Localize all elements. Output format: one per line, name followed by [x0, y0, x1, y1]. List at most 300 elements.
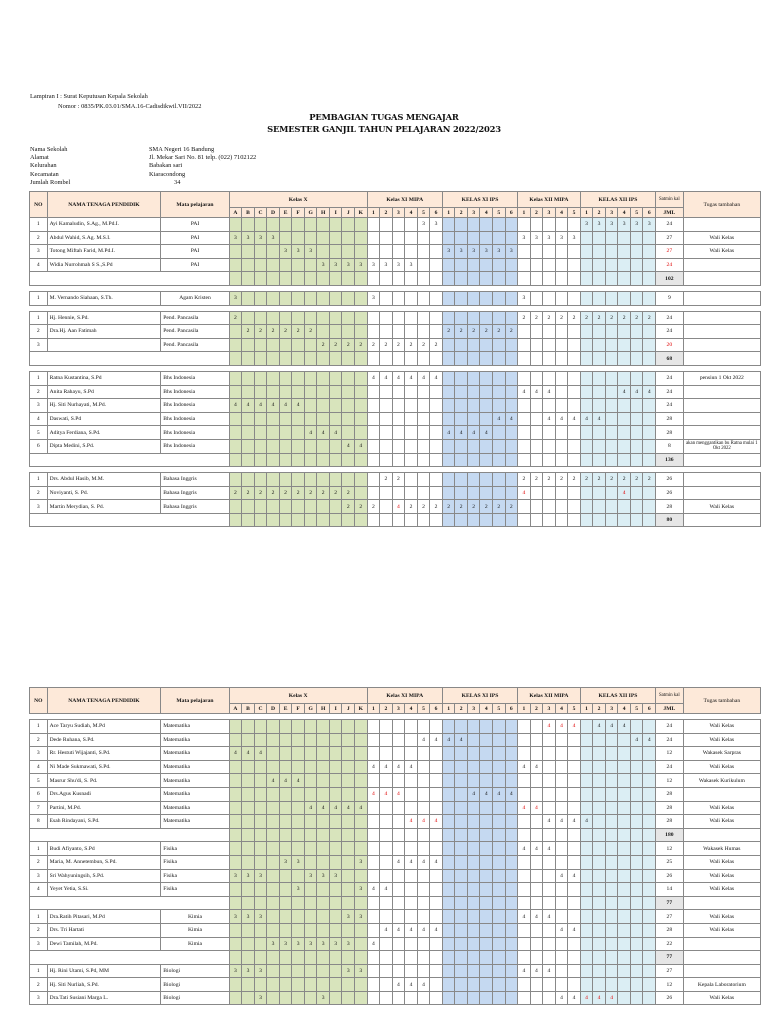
- hours-cell: [417, 473, 430, 487]
- hours-cell: [568, 325, 581, 339]
- hours-cell: [279, 439, 292, 453]
- blank-cell: [392, 513, 405, 527]
- hours-cell: 4: [392, 760, 405, 774]
- hours-cell: [605, 747, 618, 761]
- hours-cell: 2: [417, 338, 430, 352]
- hours-cell: [630, 883, 643, 897]
- teacher-name: M. Vernando Siahaan, S.Th.: [47, 291, 161, 305]
- subtotal-jml: 102: [656, 272, 684, 286]
- hours-cell: [417, 385, 430, 399]
- jml-cell: 28: [656, 500, 684, 514]
- hours-cell: [229, 473, 242, 487]
- hours-cell: [392, 883, 405, 897]
- hours-cell: [430, 991, 443, 1005]
- blank-cell: [630, 453, 643, 467]
- row-no: 2: [30, 978, 48, 992]
- hours-cell: [229, 720, 242, 734]
- hours-cell: [530, 338, 543, 352]
- hours-cell: [229, 426, 242, 440]
- hours-cell: [518, 371, 531, 385]
- hours-cell: [254, 473, 267, 487]
- hours-cell: 3: [329, 258, 342, 272]
- hours-cell: [442, 787, 455, 801]
- teacher-name: Yeyet Yetia, S.Si.: [47, 883, 161, 897]
- blank-cell: [317, 951, 330, 965]
- hours-cell: [304, 385, 317, 399]
- blank-cell: [593, 352, 606, 366]
- hours-cell: [543, 399, 556, 413]
- hours-cell: [292, 311, 305, 325]
- hours-cell: [242, 787, 255, 801]
- hours-cell: [555, 978, 568, 992]
- hours-cell: [530, 412, 543, 426]
- hours-cell: 4: [568, 869, 581, 883]
- hours-cell: [430, 747, 443, 761]
- teacher-row: [30, 258, 761, 272]
- hours-cell: [480, 923, 493, 937]
- hours-cell: 4: [530, 910, 543, 924]
- hours-cell: [543, 747, 556, 761]
- subject: Matematika: [161, 774, 229, 788]
- hours-cell: 4: [543, 964, 556, 978]
- hours-cell: [618, 760, 631, 774]
- hours-cell: [605, 842, 618, 856]
- hours-cell: [229, 733, 242, 747]
- hours-cell: [618, 869, 631, 883]
- hours-cell: [630, 439, 643, 453]
- hours-cell: 3: [292, 855, 305, 869]
- hours-cell: [254, 258, 267, 272]
- col-sub: H: [317, 704, 330, 714]
- hours-cell: [518, 978, 531, 992]
- hours-cell: [242, 937, 255, 951]
- blank-cell: [417, 453, 430, 467]
- hours-cell: [442, 869, 455, 883]
- col-sub: 6: [430, 208, 443, 218]
- hours-cell: [618, 787, 631, 801]
- hours-cell: [242, 500, 255, 514]
- hours-cell: 4: [367, 937, 380, 951]
- hours-cell: [229, 439, 242, 453]
- hours-cell: 3: [493, 245, 506, 259]
- blank-cell: [467, 453, 480, 467]
- teacher-name: Masrur Shu'di, S. Pd.: [47, 774, 161, 788]
- row-no: 1: [30, 371, 48, 385]
- hours-cell: [605, 412, 618, 426]
- hours-cell: [342, 371, 355, 385]
- blank-cell: [405, 453, 418, 467]
- hours-cell: 2: [455, 325, 468, 339]
- hours-cell: [405, 291, 418, 305]
- blank-cell: [242, 896, 255, 910]
- hours-cell: [405, 937, 418, 951]
- teacher-row: [30, 426, 761, 440]
- hours-cell: [467, 842, 480, 856]
- hours-cell: [342, 883, 355, 897]
- hours-cell: [405, 733, 418, 747]
- hours-cell: 2: [493, 500, 506, 514]
- blank-cell: [405, 513, 418, 527]
- blank-cell: [242, 453, 255, 467]
- hours-cell: [292, 910, 305, 924]
- hours-cell: [480, 486, 493, 500]
- tugas-cell: [683, 311, 760, 325]
- hours-cell: [493, 774, 506, 788]
- hours-cell: 4: [518, 842, 531, 856]
- hours-cell: [630, 231, 643, 245]
- hours-cell: [580, 500, 593, 514]
- hours-cell: [543, 774, 556, 788]
- hours-cell: [605, 338, 618, 352]
- blank-cell: [467, 272, 480, 286]
- hours-cell: [555, 371, 568, 385]
- hours-cell: 2: [518, 311, 531, 325]
- hours-cell: [618, 842, 631, 856]
- hours-cell: 2: [329, 486, 342, 500]
- hours-cell: 3: [618, 218, 631, 232]
- blank-cell: [605, 453, 618, 467]
- col-sub: 3: [467, 704, 480, 714]
- hours-cell: [593, 910, 606, 924]
- hours-cell: [292, 371, 305, 385]
- hours-cell: [367, 991, 380, 1005]
- col-sub: A: [229, 208, 242, 218]
- hours-cell: [279, 338, 292, 352]
- hours-cell: [530, 883, 543, 897]
- hours-cell: [267, 801, 280, 815]
- subject: Matematika: [161, 720, 229, 734]
- hours-cell: [279, 231, 292, 245]
- hours-cell: 2: [530, 311, 543, 325]
- hours-cell: [367, 311, 380, 325]
- hours-cell: [329, 964, 342, 978]
- hours-cell: [380, 869, 393, 883]
- hours-cell: [518, 338, 531, 352]
- hours-cell: 4: [405, 978, 418, 992]
- subtotal-row: [30, 828, 761, 842]
- hours-cell: [593, 855, 606, 869]
- blank-cell: [480, 352, 493, 366]
- hours-cell: 3: [292, 245, 305, 259]
- hours-cell: [505, 311, 518, 325]
- hours-cell: [380, 978, 393, 992]
- hours-cell: [279, 720, 292, 734]
- blank-cell: [267, 272, 280, 286]
- hours-cell: [229, 842, 242, 856]
- hours-cell: [568, 399, 581, 413]
- hours-cell: [593, 923, 606, 937]
- jml-cell: 24: [656, 371, 684, 385]
- blank-cell: [530, 513, 543, 527]
- hours-cell: 2: [229, 311, 242, 325]
- blank-cell: [367, 951, 380, 965]
- hours-cell: [242, 842, 255, 856]
- hours-cell: [342, 231, 355, 245]
- hours-cell: [543, 923, 556, 937]
- hours-cell: [317, 385, 330, 399]
- blank-cell: [568, 352, 581, 366]
- hours-cell: [568, 747, 581, 761]
- hours-cell: [442, 486, 455, 500]
- hours-cell: 4: [643, 733, 656, 747]
- hours-cell: 4: [530, 964, 543, 978]
- hours-cell: 3: [505, 245, 518, 259]
- col-sub: 2: [380, 704, 393, 714]
- hours-cell: 2: [480, 500, 493, 514]
- teacher-name: Esah Rindayani, S.Pd.: [47, 815, 161, 829]
- hours-cell: [493, 338, 506, 352]
- hours-cell: [292, 733, 305, 747]
- hours-cell: [618, 774, 631, 788]
- blank-cell: [392, 352, 405, 366]
- hours-cell: 3: [229, 910, 242, 924]
- row-no: 1: [30, 311, 48, 325]
- hours-cell: [430, 231, 443, 245]
- hours-cell: 3: [317, 258, 330, 272]
- col-sub: 1: [442, 704, 455, 714]
- blank-cell: [304, 352, 317, 366]
- hours-cell: 4: [380, 787, 393, 801]
- hours-cell: [304, 311, 317, 325]
- hours-cell: [543, 937, 556, 951]
- hours-cell: [643, 760, 656, 774]
- hours-cell: [267, 978, 280, 992]
- hours-cell: [467, 815, 480, 829]
- hours-cell: [392, 801, 405, 815]
- hours-cell: 4: [392, 787, 405, 801]
- jml-cell: 27: [656, 910, 684, 924]
- hours-cell: [242, 733, 255, 747]
- teacher-name: Martin Merydian, S. Pd.: [47, 500, 161, 514]
- hours-cell: 3: [279, 855, 292, 869]
- hours-cell: 3: [430, 218, 443, 232]
- info-key: Kelurahan: [30, 162, 57, 170]
- hours-cell: [543, 371, 556, 385]
- hours-cell: [367, 231, 380, 245]
- jml-cell: 24: [656, 218, 684, 232]
- hours-cell: [467, 473, 480, 487]
- hours-cell: [417, 991, 430, 1005]
- info-value: Babakan sari: [149, 162, 183, 170]
- hours-cell: [355, 426, 368, 440]
- hours-cell: [530, 258, 543, 272]
- jml-cell: 26: [656, 991, 684, 1005]
- hours-cell: 3: [405, 258, 418, 272]
- hours-cell: [630, 910, 643, 924]
- blank-cell: [643, 951, 656, 965]
- blank-cell: [493, 828, 506, 842]
- hours-cell: [430, 385, 443, 399]
- hours-cell: [304, 964, 317, 978]
- hours-cell: [467, 774, 480, 788]
- row-no: 1: [30, 842, 48, 856]
- row-no: 2: [30, 733, 48, 747]
- hours-cell: 4: [355, 801, 368, 815]
- teacher-row: [30, 869, 761, 883]
- hours-cell: [417, 787, 430, 801]
- col-sub: 2: [530, 704, 543, 714]
- hours-cell: [618, 733, 631, 747]
- teacher-name: Drs.Agus Kusnadi: [47, 787, 161, 801]
- hours-cell: [430, 311, 443, 325]
- hours-cell: [430, 258, 443, 272]
- hours-cell: [467, 720, 480, 734]
- hours-cell: [505, 869, 518, 883]
- hours-cell: 4: [430, 815, 443, 829]
- hours-cell: 3: [242, 910, 255, 924]
- hours-cell: [605, 910, 618, 924]
- tugas-cell: [683, 258, 760, 272]
- hours-cell: [493, 842, 506, 856]
- hours-cell: 3: [229, 291, 242, 305]
- hours-cell: 4: [630, 733, 643, 747]
- hours-cell: [493, 231, 506, 245]
- hours-cell: [493, 486, 506, 500]
- hours-cell: [530, 733, 543, 747]
- blank-cell: [355, 951, 368, 965]
- col-mapel: Mata pelajaran: [161, 192, 229, 218]
- hours-cell: [304, 747, 317, 761]
- hours-cell: [367, 439, 380, 453]
- hours-cell: [242, 720, 255, 734]
- hours-cell: [480, 991, 493, 1005]
- hours-cell: [405, 910, 418, 924]
- hours-cell: [417, 801, 430, 815]
- row-no: 4: [30, 883, 48, 897]
- teacher-row: [30, 760, 761, 774]
- hours-cell: [455, 991, 468, 1005]
- hours-cell: [518, 747, 531, 761]
- hours-cell: [605, 500, 618, 514]
- hours-cell: 4: [455, 426, 468, 440]
- hours-cell: 4: [279, 774, 292, 788]
- blank-cell: [543, 951, 556, 965]
- blank-cell: [30, 272, 230, 286]
- hours-cell: [254, 815, 267, 829]
- hours-cell: [630, 486, 643, 500]
- teacher-row: [30, 733, 761, 747]
- hours-cell: 4: [417, 815, 430, 829]
- hours-cell: [279, 218, 292, 232]
- hours-cell: [605, 964, 618, 978]
- hours-cell: [467, 760, 480, 774]
- hours-cell: [455, 371, 468, 385]
- blank-cell: [480, 896, 493, 910]
- blank-cell: [405, 896, 418, 910]
- blank-cell: [405, 352, 418, 366]
- hours-cell: [505, 439, 518, 453]
- col-sub: G: [304, 208, 317, 218]
- hours-cell: [580, 774, 593, 788]
- tugas-cell: [683, 399, 760, 413]
- row-no: 4: [30, 258, 48, 272]
- hours-cell: [392, 385, 405, 399]
- teacher-name: Budi Afiyanto, S.Pd: [47, 842, 161, 856]
- hours-cell: [455, 978, 468, 992]
- hours-cell: [355, 747, 368, 761]
- hours-cell: [279, 426, 292, 440]
- hours-cell: [229, 325, 242, 339]
- hours-cell: [605, 385, 618, 399]
- hours-cell: 3: [279, 245, 292, 259]
- hours-cell: [555, 325, 568, 339]
- blank-cell: [430, 828, 443, 842]
- hours-cell: [568, 801, 581, 815]
- tugas-cell: [683, 473, 760, 487]
- hours-cell: 2: [279, 486, 292, 500]
- blank-cell: [518, 453, 531, 467]
- blank-cell: [392, 828, 405, 842]
- hours-cell: [329, 991, 342, 1005]
- hours-cell: [493, 760, 506, 774]
- hours-cell: [455, 412, 468, 426]
- hours-cell: [643, 245, 656, 259]
- hours-cell: [493, 910, 506, 924]
- hours-cell: [392, 486, 405, 500]
- blank-cell: [417, 513, 430, 527]
- hours-cell: [568, 245, 581, 259]
- hours-cell: [367, 412, 380, 426]
- hours-cell: [405, 883, 418, 897]
- teacher-row: [30, 923, 761, 937]
- hours-cell: [242, 774, 255, 788]
- hours-cell: [267, 991, 280, 1005]
- hours-cell: [380, 439, 393, 453]
- hours-cell: [505, 486, 518, 500]
- hours-cell: 2: [442, 500, 455, 514]
- hours-cell: [480, 258, 493, 272]
- hours-cell: [267, 815, 280, 829]
- blank-cell: [442, 951, 455, 965]
- hours-cell: [267, 964, 280, 978]
- hours-cell: 2: [417, 500, 430, 514]
- hours-cell: 4: [367, 883, 380, 897]
- hours-cell: [405, 412, 418, 426]
- hours-cell: [493, 883, 506, 897]
- hours-cell: [380, 937, 393, 951]
- hours-cell: [530, 815, 543, 829]
- blank-cell: [317, 272, 330, 286]
- blank-cell: [242, 828, 255, 842]
- blank-cell: [555, 352, 568, 366]
- hours-cell: [430, 760, 443, 774]
- hours-cell: [267, 338, 280, 352]
- hours-cell: [279, 371, 292, 385]
- hours-cell: [593, 399, 606, 413]
- hours-cell: [355, 473, 368, 487]
- hours-cell: [568, 937, 581, 951]
- hours-cell: [317, 978, 330, 992]
- row-no: 2: [30, 486, 48, 500]
- hours-cell: [417, 426, 430, 440]
- hours-cell: [543, 439, 556, 453]
- hours-cell: [304, 338, 317, 352]
- hours-cell: [480, 473, 493, 487]
- hours-cell: [643, 325, 656, 339]
- hours-cell: [254, 338, 267, 352]
- teacher-row: [30, 720, 761, 734]
- blank-cell: [430, 951, 443, 965]
- hours-cell: [342, 869, 355, 883]
- col-sub: 1: [442, 208, 455, 218]
- hours-cell: 2: [292, 325, 305, 339]
- blank-cell: [493, 896, 506, 910]
- hours-cell: [493, 258, 506, 272]
- hours-cell: [618, 815, 631, 829]
- blank-cell: [254, 352, 267, 366]
- teacher-row: [30, 991, 761, 1005]
- hours-cell: [317, 910, 330, 924]
